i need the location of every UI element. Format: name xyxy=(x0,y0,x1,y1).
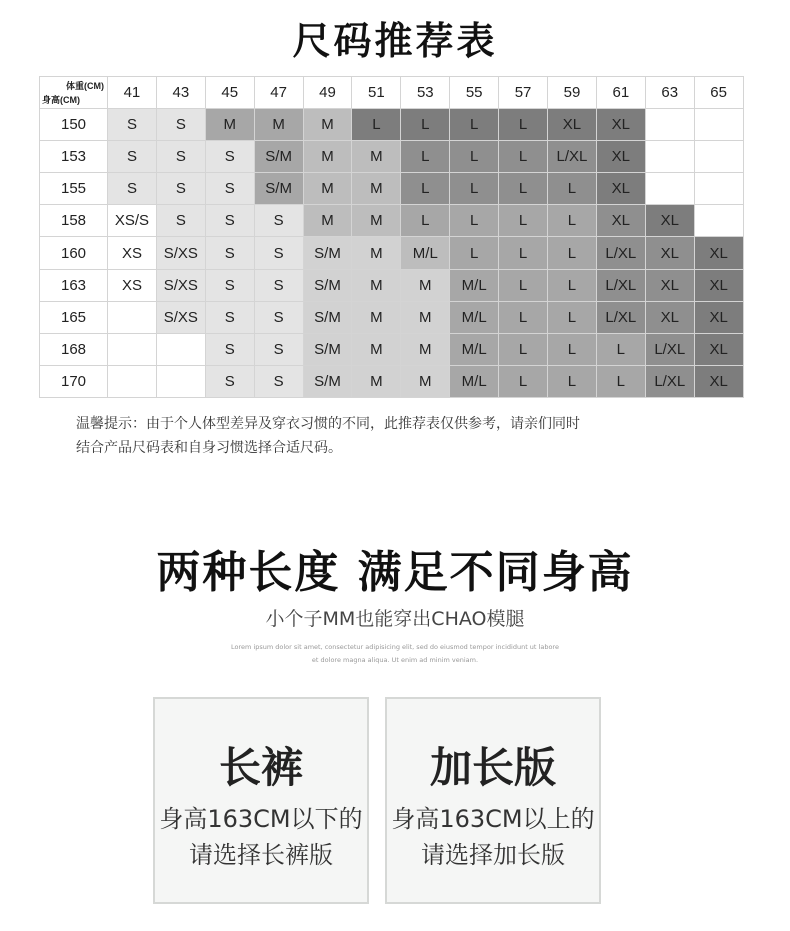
card-line-2: 请选择长裤版 xyxy=(189,841,333,869)
size-cell: S xyxy=(254,269,303,301)
size-cell: L xyxy=(548,301,597,333)
weight-axis-label: 体重(CM) xyxy=(66,81,104,91)
size-cell: S xyxy=(254,205,303,237)
size-cell xyxy=(108,301,157,333)
size-cell: S xyxy=(156,109,205,141)
size-cell: L xyxy=(499,269,548,301)
size-cell: S/M xyxy=(254,141,303,173)
size-cell: XL xyxy=(694,237,743,269)
height-header: 150 xyxy=(40,109,108,141)
page-title: 尺码推荐表 xyxy=(292,19,498,63)
size-cell: M xyxy=(401,333,450,365)
size-cell: XL xyxy=(694,301,743,333)
size-cell: M xyxy=(303,141,352,173)
size-cell: L xyxy=(548,173,597,205)
weight-header: 43 xyxy=(156,77,205,109)
size-cell: L xyxy=(499,173,548,205)
size-cell: M xyxy=(401,301,450,333)
size-cell: M xyxy=(303,173,352,205)
weight-header: 53 xyxy=(401,77,450,109)
weight-header: 49 xyxy=(303,77,352,109)
lorem-line-1: Lorem ipsum dolor sit amet, consectetur adipisicing elit, sed do eiusmod tempor incididunt ut labore xyxy=(231,643,559,651)
size-cell: S xyxy=(254,301,303,333)
card-title: 加长版 xyxy=(429,743,556,792)
size-cell: L/XL xyxy=(548,141,597,173)
table-row xyxy=(40,301,744,333)
size-cell xyxy=(645,109,694,141)
size-cell: L xyxy=(499,333,548,365)
card-line-2: 请选择加长版 xyxy=(421,841,565,869)
notice-line-2: 结合产品尺码表和自身习惯选择合适尺码。 xyxy=(76,440,342,456)
size-cell: S/XS xyxy=(156,301,205,333)
size-cell: L xyxy=(450,173,499,205)
size-cell: L/XL xyxy=(645,365,694,397)
size-cell: M xyxy=(352,365,401,397)
size-cell: S xyxy=(205,205,254,237)
size-cell: M xyxy=(352,333,401,365)
size-cell: M xyxy=(205,109,254,141)
size-cell: L xyxy=(401,205,450,237)
size-cell: M xyxy=(352,173,401,205)
size-cell: M xyxy=(352,269,401,301)
size-cell: L/XL xyxy=(596,237,645,269)
weight-header: 47 xyxy=(254,77,303,109)
size-cell: S/M xyxy=(254,173,303,205)
size-cell: XL xyxy=(548,109,597,141)
size-cell: XL xyxy=(645,269,694,301)
card-line-1: 身高163CM以下的 xyxy=(159,805,363,833)
height-header: 170 xyxy=(40,365,108,397)
size-cell xyxy=(108,333,157,365)
weight-header: 55 xyxy=(450,77,499,109)
table-row xyxy=(40,205,744,237)
corner-cell xyxy=(40,77,108,109)
size-cell xyxy=(645,141,694,173)
size-cell xyxy=(694,109,743,141)
size-cell: L xyxy=(450,141,499,173)
size-cell: L xyxy=(499,365,548,397)
size-cell: XS xyxy=(108,237,157,269)
size-cell: S xyxy=(108,109,157,141)
size-cell: S xyxy=(254,333,303,365)
size-cell: M xyxy=(352,237,401,269)
size-cell: M/L xyxy=(450,301,499,333)
size-cell xyxy=(156,365,205,397)
size-cell: L/XL xyxy=(645,333,694,365)
size-cell xyxy=(156,333,205,365)
size-cell: S xyxy=(156,173,205,205)
size-cell xyxy=(694,205,743,237)
height-header: 165 xyxy=(40,301,108,333)
size-cell: S/M xyxy=(303,269,352,301)
height-axis-label: 身高(CM) xyxy=(42,95,80,106)
height-header: 158 xyxy=(40,205,108,237)
size-cell xyxy=(645,173,694,205)
size-cell: L xyxy=(401,109,450,141)
table-row xyxy=(40,333,744,365)
weight-header: 63 xyxy=(645,77,694,109)
size-cell: S xyxy=(156,205,205,237)
size-cell: L xyxy=(499,141,548,173)
size-cell: S/M xyxy=(303,333,352,365)
size-cell: XL xyxy=(694,333,743,365)
size-cell: S xyxy=(205,269,254,301)
size-cell: S/M xyxy=(303,365,352,397)
size-cell: S xyxy=(205,141,254,173)
weight-header: 65 xyxy=(694,77,743,109)
size-cell: XL xyxy=(694,365,743,397)
weight-header: 61 xyxy=(596,77,645,109)
notice-line-1: 温馨提示：由于个人体型差异及穿衣习惯的不同，此推荐表仅供参考，请亲们同时 xyxy=(76,416,580,432)
size-cell: L xyxy=(548,333,597,365)
size-cell: XL xyxy=(645,301,694,333)
lorem-text xyxy=(200,641,590,667)
length-heading: 两种长度 满足不同身高 xyxy=(156,547,634,598)
extended-length-card xyxy=(385,697,601,904)
size-cell: M/L xyxy=(450,333,499,365)
lorem-line-2: et dolore magna aliqua. Ut enim ad minim veniam. xyxy=(311,656,479,664)
size-cell: M xyxy=(352,141,401,173)
weight-header: 59 xyxy=(548,77,597,109)
weight-header: 41 xyxy=(108,77,157,109)
table-row xyxy=(40,141,744,173)
height-header: 168 xyxy=(40,333,108,365)
header-row xyxy=(40,77,744,109)
size-cell: L/XL xyxy=(596,269,645,301)
size-cell: L xyxy=(499,205,548,237)
size-cell xyxy=(694,141,743,173)
height-header: 155 xyxy=(40,173,108,205)
height-header: 153 xyxy=(40,141,108,173)
table-row xyxy=(40,109,744,141)
size-cell: XS/S xyxy=(108,205,157,237)
size-cell: M xyxy=(303,109,352,141)
size-cell: L xyxy=(499,109,548,141)
size-cell: XL xyxy=(645,205,694,237)
size-cell: XL xyxy=(596,141,645,173)
size-cell: S/M xyxy=(303,301,352,333)
notice-text xyxy=(76,412,726,460)
size-cell: M xyxy=(352,205,401,237)
size-cell: XL xyxy=(596,109,645,141)
size-cell xyxy=(108,365,157,397)
size-cell: XL xyxy=(596,205,645,237)
size-cell: L xyxy=(596,333,645,365)
size-cell: L xyxy=(548,237,597,269)
size-cell: L xyxy=(450,237,499,269)
size-cell: S xyxy=(156,141,205,173)
size-cell: M xyxy=(254,109,303,141)
size-cell: XS xyxy=(108,269,157,301)
size-cell: XL xyxy=(694,269,743,301)
size-cell: L xyxy=(548,205,597,237)
height-header: 163 xyxy=(40,269,108,301)
size-cell: S xyxy=(205,365,254,397)
size-cell: S xyxy=(108,141,157,173)
size-cell: L xyxy=(450,205,499,237)
size-cell xyxy=(694,173,743,205)
weight-header: 45 xyxy=(205,77,254,109)
size-cell: S/XS xyxy=(156,237,205,269)
table-row xyxy=(40,269,744,301)
size-cell: M xyxy=(303,205,352,237)
size-cell: XL xyxy=(596,173,645,205)
size-cell: XL xyxy=(645,237,694,269)
card-line-1: 身高163CM以上的 xyxy=(391,805,595,833)
size-cell: M xyxy=(352,301,401,333)
size-cell: L xyxy=(352,109,401,141)
size-cell: M/L xyxy=(450,269,499,301)
weight-header: 57 xyxy=(499,77,548,109)
size-cell: L xyxy=(499,237,548,269)
table-row xyxy=(40,365,744,397)
size-cell: L xyxy=(499,301,548,333)
size-cell: S/M xyxy=(303,237,352,269)
size-cell: L xyxy=(401,173,450,205)
size-cell: L xyxy=(450,109,499,141)
size-chart-table xyxy=(39,76,744,398)
size-chart-body xyxy=(40,77,744,398)
size-cell: L/XL xyxy=(596,301,645,333)
table-row xyxy=(40,173,744,205)
size-cell: M xyxy=(401,365,450,397)
size-cell: S xyxy=(205,173,254,205)
regular-length-card xyxy=(153,697,369,904)
size-cell: S xyxy=(205,333,254,365)
size-cell: M xyxy=(401,269,450,301)
size-cell: S xyxy=(254,365,303,397)
length-subheading: 小个子MM也能穿出CHAO模腿 xyxy=(265,608,525,630)
size-cell: L xyxy=(596,365,645,397)
card-title: 长裤 xyxy=(218,743,303,792)
size-cell: S/XS xyxy=(156,269,205,301)
size-cell: L xyxy=(548,269,597,301)
size-cell: L xyxy=(548,365,597,397)
table-row xyxy=(40,237,744,269)
size-cell: S xyxy=(205,237,254,269)
size-cell: M/L xyxy=(401,237,450,269)
height-header: 160 xyxy=(40,237,108,269)
weight-header: 51 xyxy=(352,77,401,109)
size-cell: L xyxy=(401,141,450,173)
size-cell: S xyxy=(254,237,303,269)
size-cell: S xyxy=(108,173,157,205)
size-cell: M/L xyxy=(450,365,499,397)
size-cell: S xyxy=(205,301,254,333)
